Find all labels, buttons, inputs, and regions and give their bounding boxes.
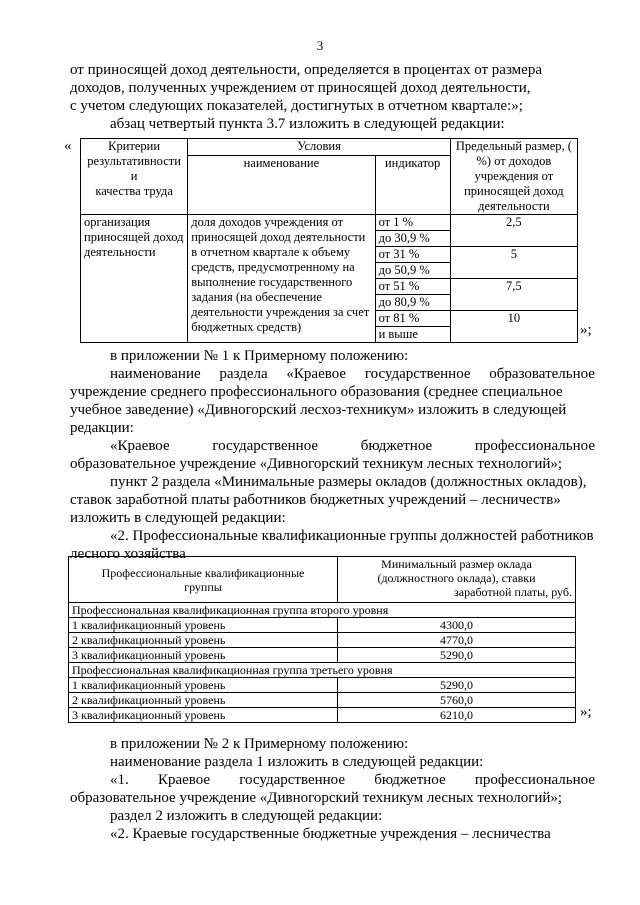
value-cell: 5760,0	[338, 693, 576, 708]
indicator-cell: до 50,9 %	[375, 263, 450, 279]
header-criteria: Критерии результативности и качества труда	[81, 139, 188, 215]
header-name: наименование	[188, 155, 375, 214]
para2-line-2: наименование раздела «Краевое государственное образовательное	[110, 366, 595, 382]
para2-line-11: «2. Профессиональные квалификационные группы должностей работников	[110, 528, 594, 544]
condition-name-cell: доля доходов учреждения от приносящей доход деятельности в отчетном квартале к объему средств, предусмотренному на выполнение государственного задания (на обеспечение деятельности учреждения за счет бюджетных средств)	[188, 215, 375, 343]
para3-line-3: «1. Краевое государственное бюджетное профессиональное	[110, 772, 595, 788]
para2-line-4: учебное заведение) «Дивногорский лесхоз-техникум» изложить в следующей	[70, 402, 567, 418]
para3-line-4: образовательное учреждение «Дивногорский техникум лесных технологий»;	[70, 790, 563, 806]
para2-line-7: образовательное учреждение «Дивногорский техникум лесных технологий»;	[70, 456, 563, 472]
limit-cell: 5	[450, 247, 577, 279]
limit-cell: 7,5	[450, 279, 577, 311]
limit-cell: 2,5	[450, 215, 577, 247]
salary-table	[68, 556, 576, 723]
table1-close-mark: »;	[580, 322, 592, 338]
level-cell: 3 квалификационный уровень	[69, 648, 338, 663]
indicator-cell: от 31 %	[375, 247, 450, 263]
criteria-table	[80, 138, 578, 343]
intro-line-4: абзац четвертый пункта 3.7 изложить в следующей редакции:	[110, 116, 505, 132]
group3-title: Профессиональная квалификационная группа третьего уровня	[69, 663, 576, 678]
level-cell: 2 квалификационный уровень	[69, 633, 338, 648]
page-number: 3	[316, 38, 324, 53]
table2-close-mark: »;	[580, 704, 592, 720]
criteria-cell: организация приносящей доход деятельности	[81, 215, 188, 343]
header-indicator: индикатор	[375, 155, 450, 214]
para2-line-10: изложить в следующей редакции:	[70, 510, 286, 526]
para2-line-12: лесного хозяйства	[70, 546, 186, 562]
para2-line-3: учреждение среднего профессионального образования (среднее специальное	[70, 384, 563, 400]
indicator-cell: и выше	[375, 327, 450, 343]
intro-line-1: от приносящей доход деятельности, определяется в процентах от размера	[70, 62, 542, 78]
value-cell: 5290,0	[338, 648, 576, 663]
indicator-cell: до 30,9 %	[375, 231, 450, 247]
limit-cell: 10	[450, 311, 577, 343]
level-cell: 1 квалификационный уровень	[69, 678, 338, 693]
para3-line-5: раздел 2 изложить в следующей редакции:	[110, 808, 383, 824]
para3-line-1: в приложении № 2 к Примерному положению:	[110, 736, 409, 752]
value-cell: 5290,0	[338, 678, 576, 693]
para3-line-2: наименование раздела 1 изложить в следующей редакции:	[110, 754, 484, 770]
para3-line-6: «2. Краевые государственные бюджетные учреждения – лесничества	[110, 826, 551, 842]
table1-open-quote: «	[64, 138, 72, 154]
intro-line-3: с учетом следующих показателей, достигнутых в отчетном квартале:»;	[70, 98, 523, 114]
value-cell: 4770,0	[338, 633, 576, 648]
para2-line-9: ставок заработной платы работников бюджетных учреждений – лесничеств»	[70, 492, 561, 508]
indicator-cell: до 80,9 %	[375, 295, 450, 311]
indicator-cell: от 81 %	[375, 311, 450, 327]
intro-line-2: доходов, полученных учреждением от приносящей доход деятельности,	[70, 80, 531, 96]
value-cell: 4300,0	[338, 618, 576, 633]
level-cell: 2 квалификационный уровень	[69, 693, 338, 708]
indicator-cell: от 1 %	[375, 215, 450, 231]
header-limit: Предельный размер, ( %) от доходов учреждения от приносящей доход деятельности	[450, 139, 577, 215]
level-cell: 1 квалификационный уровень	[69, 618, 338, 633]
para2-line-6: «Краевое государственное бюджетное профессиональное	[110, 438, 595, 454]
header-salary: Минимальный размер оклада (должностного оклада), ставки заработной платы, руб.	[338, 557, 576, 603]
header-conditions: Условия	[188, 139, 451, 156]
para2-line-5: редакции:	[70, 420, 134, 436]
group2-title: Профессиональная квалификационная группа второго уровня	[69, 603, 576, 618]
value-cell: 6210,0	[338, 708, 576, 723]
para2-line-1: в приложении № 1 к Примерному положению:	[110, 348, 409, 364]
level-cell: 3 квалификационный уровень	[69, 708, 338, 723]
indicator-cell: от 51 %	[375, 279, 450, 295]
para2-line-8: пункт 2 раздела «Минимальные размеры окладов (должностных окладов),	[110, 474, 587, 490]
header-group: Профессиональные квалификационные группы	[69, 557, 338, 603]
